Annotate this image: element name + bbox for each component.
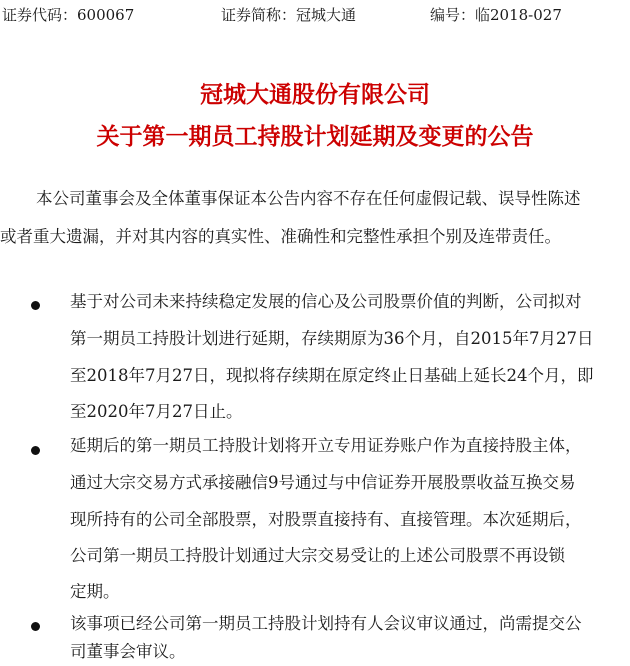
- bullet-text-line: 通过大宗交易方式承接融信9号通过与中信证券开展股票收益互换交易: [70, 473, 576, 492]
- intro-line-2: 或者重大遗漏，并对其内容的真实性、准确性和完整性承担个别及连带责任。: [0, 227, 561, 246]
- company-title: 冠城大通股份有限公司: [200, 82, 430, 108]
- document-header: [0, 4, 630, 26]
- stock-abbreviation: 证券简称：冠城大通: [221, 6, 357, 24]
- intro-line-1: 本公司董事会及全体董事保证本公告内容不存在任何虚假记载、误导性陈述: [36, 189, 581, 208]
- bullet-text-line: 基于对公司未来持续稳定发展的信心及公司股票价值的判断，公司拟对: [70, 292, 582, 311]
- bullet-text-line: 现所持有的公司全部股票，对股票直接持有、直接管理。本次延期后，: [70, 510, 582, 529]
- bullet-text-line: 公司第一期员工持股计划通过大宗交易受让的上述公司股票不再设锁: [70, 546, 565, 565]
- stock-code: 证券代码：600067: [2, 6, 135, 24]
- bullet-text-line: 该事项已经公司第一期员工持股计划持有人会议审议通过，尚需提交公: [70, 614, 582, 633]
- announcement-title: 关于第一期员工持股计划延期及变更的公告: [96, 124, 534, 150]
- announcement-number: 编号：临2018-027: [430, 6, 562, 24]
- bullet-text-line: 延期后的第一期员工持股计划将开立专用证券账户作为直接持股主体，: [70, 436, 582, 455]
- bullet-dot-icon: [31, 446, 40, 455]
- bullet-text-line: 第一期员工持股计划进行延期，存续期原为36个月，自2015年7月27日: [70, 329, 594, 348]
- bullet-dot-icon: [31, 301, 40, 310]
- bullet-text-line: 定期。: [70, 582, 120, 601]
- bullet-text-line: 司董事会审议。: [70, 642, 186, 661]
- bullet-text-line: 至2018年7月27日，现拟将存续期在原定终止日基础上延长24个月，即: [70, 366, 594, 385]
- bullet-text-line: 至2020年7月27日止。: [70, 402, 243, 421]
- bullet-dot-icon: [31, 622, 40, 631]
